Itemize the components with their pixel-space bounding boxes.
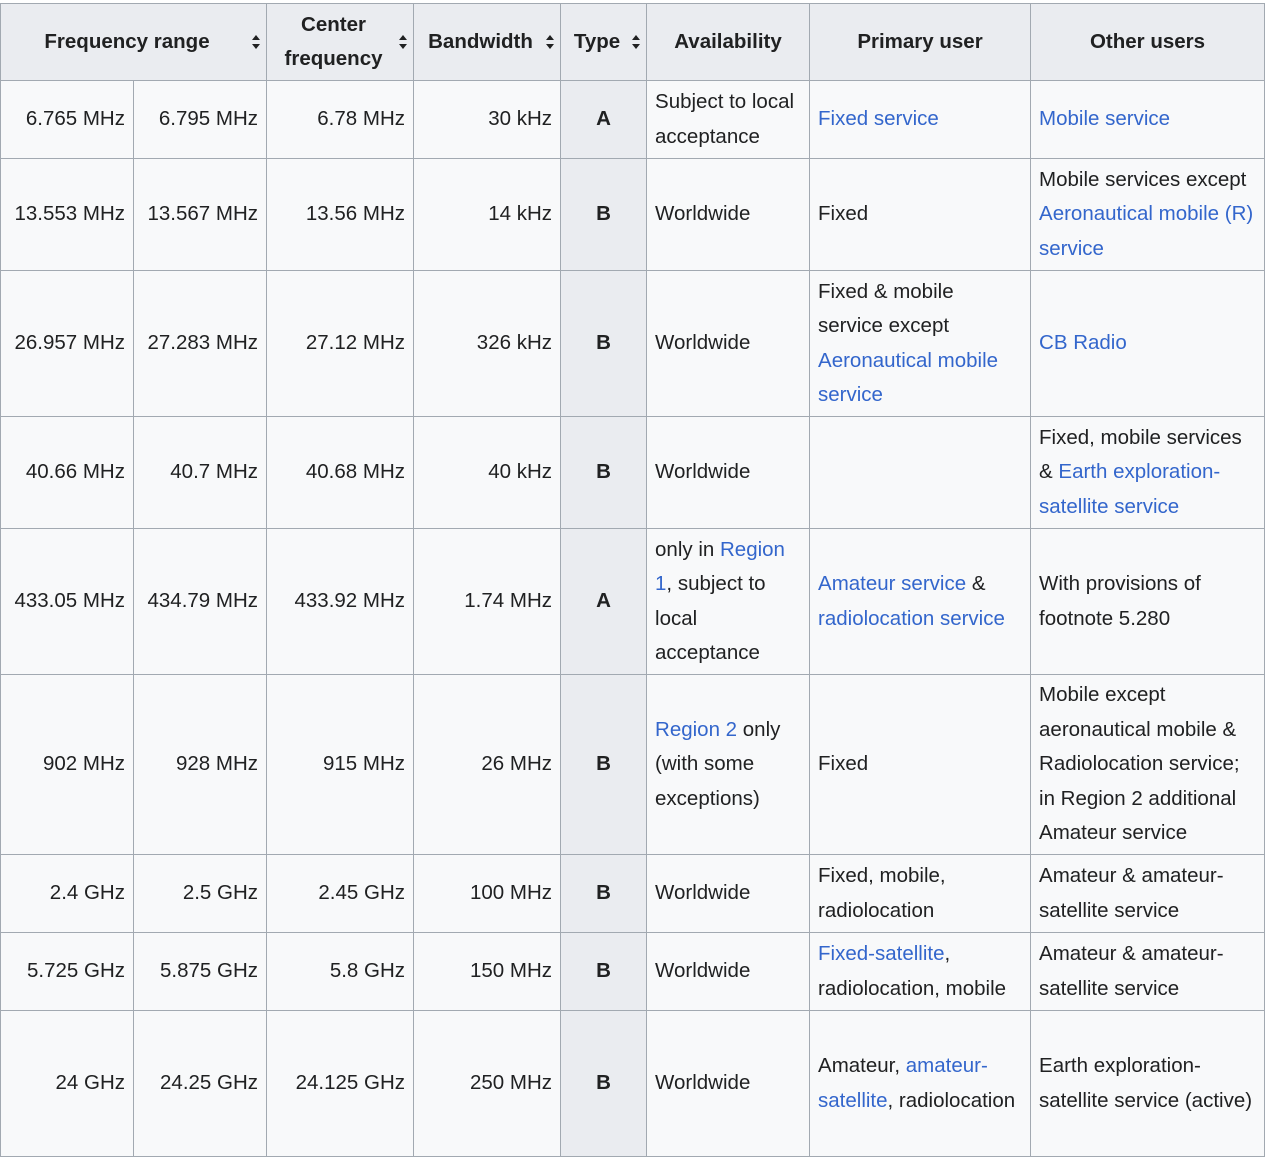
- freq-low-cell: 2.4 GHz: [1, 855, 134, 933]
- other-users-cell: [1031, 855, 1265, 933]
- center-frequency-cell: 433.92 MHz: [267, 529, 414, 675]
- primary-user-text: Amateur,: [818, 1054, 906, 1078]
- table-row: [1, 1011, 1265, 1157]
- primary-user-cell: [810, 159, 1031, 271]
- freq-high-cell: 434.79 MHz: [134, 529, 267, 675]
- availability-cell: [647, 1011, 810, 1157]
- freq-low-cell: 13.553 MHz: [1, 159, 134, 271]
- availability-text: only in: [655, 537, 720, 561]
- center-frequency-cell: 27.12 MHz: [267, 271, 414, 417]
- other-users-text: Amateur & amateur-satellite service: [1039, 942, 1224, 1000]
- bandwidth-cell: 1.74 MHz: [414, 529, 561, 675]
- other-users-link[interactable]: Aeronautical mobile (R) service: [1039, 202, 1254, 260]
- type-cell: B: [561, 271, 647, 417]
- bandwidth-cell: 100 MHz: [414, 855, 561, 933]
- other-users-cell: [1031, 271, 1265, 417]
- other-users-cell: [1031, 1011, 1265, 1157]
- bandwidth-cell: 40 kHz: [414, 417, 561, 529]
- primary-user-text: , radiolocation, mobile: [818, 942, 1007, 1000]
- primary-user-cell: [810, 271, 1031, 417]
- freq-high-cell: 928 MHz: [134, 675, 267, 855]
- primary-user-cell: [810, 675, 1031, 855]
- availability-text: Worldwide: [655, 202, 751, 226]
- radiolocation-service-link[interactable]: radiolocation service: [818, 606, 1005, 630]
- sort-icon[interactable]: [399, 35, 407, 49]
- availability-cell: [647, 271, 810, 417]
- sort-icon[interactable]: [252, 35, 260, 49]
- table-row: [1, 417, 1265, 529]
- availability-text: Worldwide: [655, 331, 751, 355]
- bandwidth-cell: 14 kHz: [414, 159, 561, 271]
- bandwidth-cell: 26 MHz: [414, 675, 561, 855]
- table-row: [1, 933, 1265, 1011]
- amateur-satellite-link[interactable]: amateur-satellite: [818, 1054, 988, 1112]
- column-header-frequency-range[interactable]: [1, 4, 267, 81]
- column-header-primary-user: [810, 4, 1031, 81]
- table-row: [1, 81, 1265, 159]
- type-cell: A: [561, 81, 647, 159]
- freq-high-cell: 13.567 MHz: [134, 159, 267, 271]
- other-users-link[interactable]: Earth exploration-satellite service: [1039, 460, 1221, 518]
- primary-user-link[interactable]: Fixed service: [818, 107, 939, 131]
- bandwidth-cell: 250 MHz: [414, 1011, 561, 1157]
- availability-cell: [647, 417, 810, 529]
- type-cell: B: [561, 159, 647, 271]
- other-users-cell: [1031, 81, 1265, 159]
- primary-user-cell: [810, 933, 1031, 1011]
- availability-text: Worldwide: [655, 881, 751, 905]
- column-header-center-frequency[interactable]: [267, 4, 414, 81]
- primary-user-cell: [810, 1011, 1031, 1157]
- center-frequency-cell: 915 MHz: [267, 675, 414, 855]
- other-users-cell: [1031, 933, 1265, 1011]
- column-header-bandwidth[interactable]: [414, 4, 561, 81]
- freq-low-cell: 902 MHz: [1, 675, 134, 855]
- type-cell: B: [561, 933, 647, 1011]
- freq-high-cell: 5.875 GHz: [134, 933, 267, 1011]
- other-users-text: Fixed, mobile services &: [1039, 425, 1242, 484]
- header-row: [1, 4, 1265, 81]
- bandwidth-cell: 30 kHz: [414, 81, 561, 159]
- availability-text: Worldwide: [655, 959, 751, 983]
- bandwidth-cell: 326 kHz: [414, 271, 561, 417]
- sort-icon[interactable]: [632, 35, 640, 49]
- availability-text: only (with some exceptions): [655, 717, 781, 810]
- type-cell: B: [561, 675, 647, 855]
- primary-user-cell: [810, 81, 1031, 159]
- primary-user-text: Fixed: [818, 202, 869, 226]
- other-users-link[interactable]: Mobile service: [1039, 107, 1171, 131]
- region-2-link[interactable]: Region 2: [655, 717, 738, 741]
- primary-user-cell: [810, 417, 1031, 529]
- column-header-label: Center frequency: [284, 12, 383, 70]
- type-cell: B: [561, 1011, 647, 1157]
- type-cell: B: [561, 855, 647, 933]
- primary-user-text: Fixed & mobile service except: [818, 279, 954, 338]
- availability-cell: [647, 933, 810, 1011]
- column-header-other-users: [1031, 4, 1265, 81]
- ism-bands-table: [0, 3, 1265, 1157]
- column-header-label: Frequency range: [44, 29, 210, 53]
- availability-cell: [647, 159, 810, 271]
- primary-user-text: , radiolocation: [887, 1088, 1016, 1112]
- availability-text: Worldwide: [655, 460, 751, 484]
- column-header-label: Availability: [674, 29, 782, 53]
- other-users-cell: [1031, 529, 1265, 675]
- availability-cell: [647, 675, 810, 855]
- primary-user-text: Fixed, mobile, radiolocation: [818, 864, 946, 922]
- freq-low-cell: 26.957 MHz: [1, 271, 134, 417]
- column-header-label: Primary user: [857, 29, 983, 53]
- availability-text: Subject to local acceptance: [655, 90, 795, 148]
- table-row: [1, 675, 1265, 855]
- center-frequency-cell: 6.78 MHz: [267, 81, 414, 159]
- other-users-link[interactable]: CB Radio: [1039, 331, 1127, 355]
- column-header-type[interactable]: [561, 4, 647, 81]
- amateur-service-link[interactable]: Amateur service: [818, 572, 967, 596]
- type-cell: B: [561, 417, 647, 529]
- other-users-text: Mobile services except: [1039, 167, 1247, 191]
- region-1-link[interactable]: Region 1: [655, 537, 785, 596]
- other-users-cell: [1031, 159, 1265, 271]
- availability-cell: [647, 81, 810, 159]
- freq-low-cell: 433.05 MHz: [1, 529, 134, 675]
- primary-user-text: &: [966, 572, 986, 596]
- fixed-satellite-link[interactable]: Fixed-satellite: [818, 942, 945, 966]
- freq-low-cell: 40.66 MHz: [1, 417, 134, 529]
- other-users-text: With provisions of footnote 5.280: [1039, 572, 1201, 630]
- availability-text: , subject to local acceptance: [655, 572, 766, 664]
- center-frequency-cell: 40.68 MHz: [267, 417, 414, 529]
- freq-high-cell: 24.25 GHz: [134, 1011, 267, 1157]
- other-users-cell: [1031, 417, 1265, 529]
- column-header-label: Other users: [1089, 29, 1206, 53]
- availability-cell: [647, 529, 810, 675]
- table-row: [1, 855, 1265, 933]
- freq-high-cell: 27.283 MHz: [134, 271, 267, 417]
- other-users-text: Mobile except aeronautical mobile & Radiolocation service; in Region 2 additional Amateur service: [1039, 683, 1240, 845]
- freq-low-cell: 5.725 GHz: [1, 933, 134, 1011]
- sort-icon[interactable]: [546, 35, 554, 49]
- availability-cell: [647, 855, 810, 933]
- center-frequency-cell: 2.45 GHz: [267, 855, 414, 933]
- freq-high-cell: 40.7 MHz: [134, 417, 267, 529]
- column-header-label: Bandwidth: [428, 29, 533, 53]
- freq-high-cell: 6.795 MHz: [134, 81, 267, 159]
- freq-high-cell: 2.5 GHz: [134, 855, 267, 933]
- freq-low-cell: 6.765 MHz: [1, 81, 134, 159]
- center-frequency-cell: 5.8 GHz: [267, 933, 414, 1011]
- column-header-availability: [647, 4, 810, 81]
- bandwidth-cell: 150 MHz: [414, 933, 561, 1011]
- primary-user-cell: [810, 529, 1031, 675]
- center-frequency-cell: 24.125 GHz: [267, 1011, 414, 1157]
- primary-user-text: Fixed: [818, 752, 869, 776]
- column-header-label: Type: [573, 29, 621, 53]
- other-users-text: Amateur & amateur-satellite service: [1039, 864, 1224, 922]
- availability-text: Worldwide: [655, 1071, 751, 1095]
- other-users-cell: [1031, 675, 1265, 855]
- other-users-text: Earth exploration-satellite service (active): [1039, 1054, 1253, 1112]
- table-row: [1, 271, 1265, 417]
- freq-low-cell: 24 GHz: [1, 1011, 134, 1157]
- center-frequency-cell: 13.56 MHz: [267, 159, 414, 271]
- type-cell: A: [561, 529, 647, 675]
- table-row: [1, 529, 1265, 675]
- primary-user-link[interactable]: Aeronautical mobile service: [818, 348, 999, 406]
- table-row: [1, 159, 1265, 271]
- primary-user-cell: [810, 855, 1031, 933]
